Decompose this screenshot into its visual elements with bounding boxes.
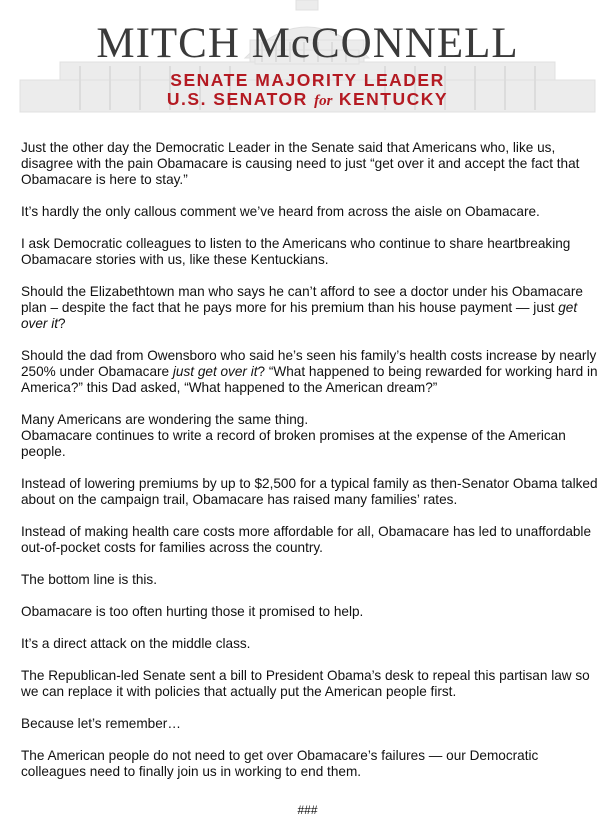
senator-name: MITCH McCONNELL: [96, 20, 519, 67]
paragraph: [21, 284, 601, 332]
paragraph: The bottom line is this.: [21, 572, 157, 587]
end-mark: ###: [297, 803, 318, 817]
paragraph-text: Should the Elizabethtown man who says he can’t afford to see a doctor under his Obamacare plan – despite the fact that he pays more for his premium than his house payment — just: [21, 284, 583, 315]
paragraph: Instead of lowering premiums by up to $2,500 for a typical family as then-Senator Obama talked about on the campaign trail, Obamacare has raised many families’ rates.: [21, 476, 598, 507]
statement-body: [21, 140, 601, 796]
letterhead: [0, 0, 615, 118]
paragraph: [21, 348, 601, 396]
paragraph-emphasis: get over it: [21, 300, 578, 331]
paragraph: Many Americans are wondering the same thing.: [21, 412, 309, 427]
title-us-senator: [0, 91, 615, 109]
paragraph: I ask Democratic colleagues to listen to the Americans who continue to share heartbreaking Obamacare stories with us, like these Kentuckians.: [21, 236, 571, 267]
paragraph: The American people do not need to get over Obamacare’s failures — our Democratic colleagues need to finally join us in working to end them.: [21, 748, 539, 779]
paragraph-text: Should the dad from Owensboro who said he’s seen his family’s health costs increase by nearly 250% under Obamacare: [21, 348, 597, 379]
title-us-senator-text: U.S. SENATOR: [166, 89, 308, 109]
paragraph: Obamacare is too often hurting those it promised to help.: [21, 604, 364, 619]
paragraph: Obamacare continues to write a record of broken promises at the expense of the American people.: [21, 428, 566, 459]
paragraph: It’s hardly the only callous comment we’ve heard from across the aisle on Obamacare.: [21, 204, 540, 219]
paragraph: The Republican-led Senate sent a bill to President Obama’s desk to repeal this partisan law so we can replace it with policies that actually put the American people first.: [21, 668, 590, 699]
paragraph-emphasis: just get over it: [172, 364, 258, 379]
title-majority-leader: SENATE MAJORITY LEADER: [170, 70, 445, 90]
paragraph: Just the other day the Democratic Leader in the Senate said that Americans who, like us, disagree with the pain Obamacare is causing need to just “get over it and accept the fact that Obamacare is here to stay.”: [21, 140, 580, 187]
paragraph: Instead of making health care costs more affordable for all, Obamacare has led to unaffordable out-of-pocket costs for families across the country.: [21, 524, 592, 555]
title-state: KENTUCKY: [338, 89, 449, 109]
paragraph: It’s a direct attack on the middle class.: [21, 636, 251, 651]
title-for-word: for: [314, 93, 333, 109]
paragraph-text: ?: [58, 316, 66, 331]
paragraph: Because let’s remember…: [21, 716, 181, 731]
paragraph-text: ? “What happened to being rewarded for working hard in America?” this Dad asked, “What happened to the American dream?”: [21, 364, 598, 395]
